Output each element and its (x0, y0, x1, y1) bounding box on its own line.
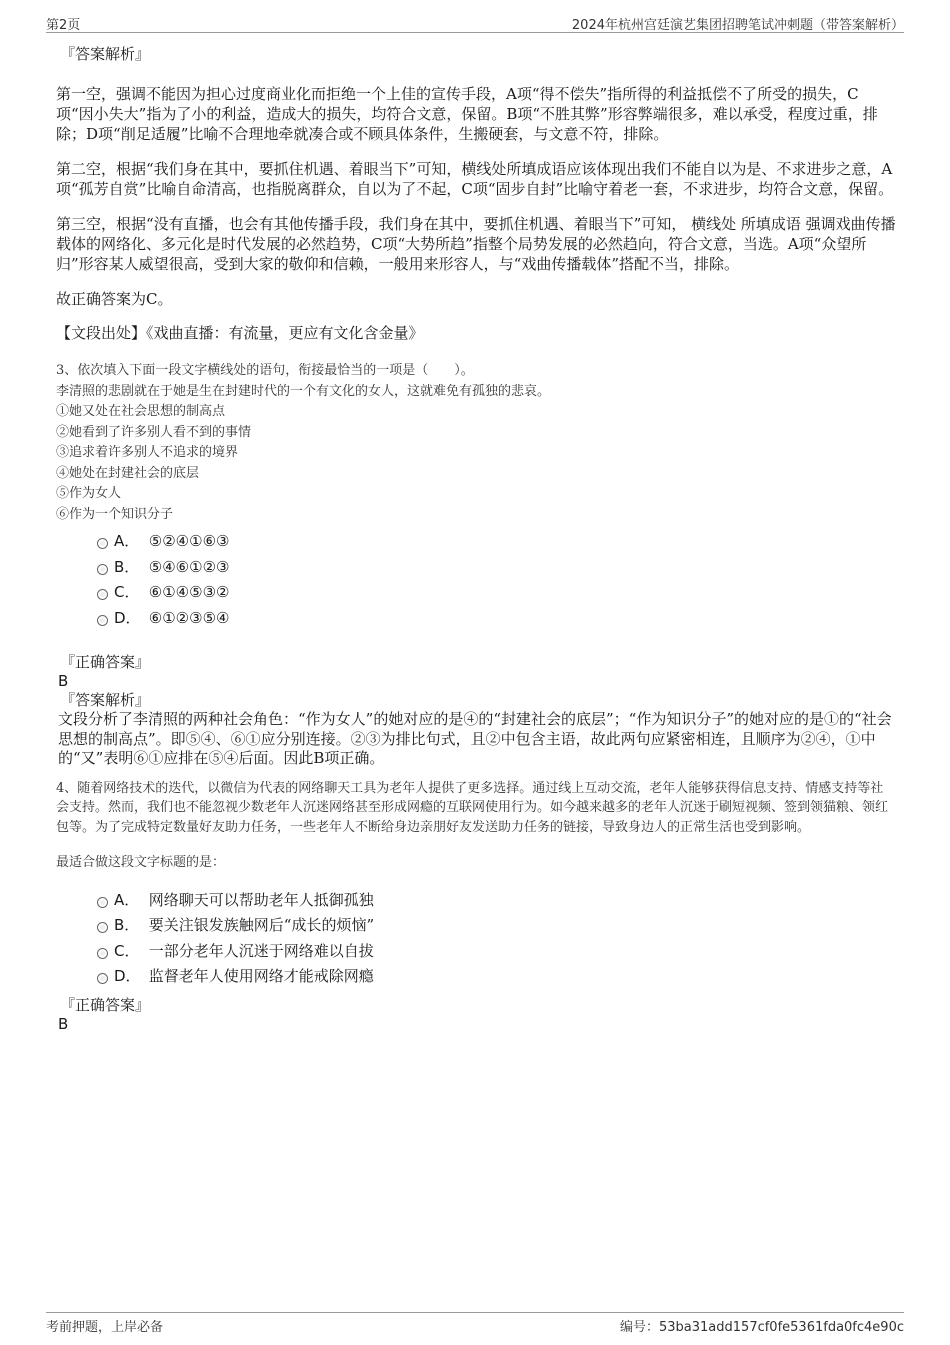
option-b[interactable] (56, 555, 896, 581)
page-header (46, 12, 904, 33)
analysis-label: 『答案解析』 (60, 691, 151, 709)
footer-slogan: 考前押题，上岸必备 (46, 1320, 164, 1335)
page-footer (46, 1312, 904, 1333)
correct-answer-value: B (58, 672, 69, 690)
question-4-prompt: 最适合做这段文字标题的是： (56, 855, 226, 870)
question-3-item: ③追求着许多别人不追求的境界 (56, 445, 239, 460)
question-3-options (56, 529, 896, 631)
option-text: ⑤②④①⑥③ (148, 532, 230, 550)
option-letter: A． (114, 532, 140, 550)
option-letter: A． (114, 890, 140, 909)
analysis-paragraph-2: 第二空，根据“我们身在其中，要抓住机遇、着眼当下”可知，横线处所填成语应该体现出我们不能自以为是、不求进步之意，A项“孤芳自赏”比喻自命清高，也指脱离群众，自以为了不起，C项“固步自封”比喻守着老一套，不求进步，均符合文意，保留。 (56, 160, 894, 198)
radio-button-icon[interactable] (97, 538, 108, 549)
document-id: 编号：53ba31add157cf0fe5361fda0fc4e90c (620, 1320, 904, 1335)
question-3-item: ⑥作为一个知识分子 (56, 506, 174, 522)
question-3-item: ②她看到了许多别人看不到的事情 (56, 424, 252, 440)
option-text: ⑥①④⑤③② (148, 583, 230, 601)
radio-button-icon[interactable] (97, 589, 108, 600)
main-content (56, 40, 896, 1034)
option-letter: C． (114, 583, 140, 601)
question-4-options (56, 888, 896, 990)
option-text: 网络聊天可以帮助老年人抵御孤独 (148, 890, 374, 909)
question-3-item: ⑤作为女人 (56, 486, 122, 501)
radio-button-icon[interactable] (97, 973, 108, 984)
correct-answer-label: 『正确答案』 (60, 653, 151, 671)
option-text: ⑤④⑥①②③ (148, 557, 230, 576)
analysis-paragraph-1: 第一空，强调不能因为担心过度商业化而拒绝一个上佳的宣传手段，A项“得不偿失”指所得的利益抵偿不了所受的损失，C项“因小失大”指为了小的利益，造成大的损失，均符合文意，保留。B项“不胜其弊”形容弊端很多，难以承受，程度过重，排除；D项“削足适履”比喻不合理地牵就凑合或不顾具体条件，生搬硬套，与文意不符，排除。 (56, 85, 878, 143)
document-title: 2024年杭州宫廷演艺集团招聘笔试冲刺题（带答案解析） (571, 18, 904, 33)
question-3-item: ④她处在封建社会的底层 (56, 465, 200, 481)
option-text: 监督老年人使用网络才能戒除网瘾 (148, 967, 374, 985)
analysis-label: 『答案解析』 (60, 45, 151, 63)
option-c[interactable] (56, 580, 896, 606)
option-d[interactable] (56, 964, 896, 990)
option-b[interactable] (56, 913, 896, 939)
analysis-paragraph-3: 第三空，根据“没有直播，也会有其他传播手段，我们身在其中，要抓住机遇、着眼当下”可知， 横线处 所填成语 强调戏曲传播载体的网络化、多元化是时代发展的必然趋势，C项“大势所趋”指整个局势发展的必然趋向，符合文意，当选。A项“众望所归”形容某人威望很高，受到大家的敬仰和信赖，一般用来形容人，与“戏曲传播载体”搭配不当，排除。 (56, 215, 896, 273)
option-letter: B． (114, 557, 140, 576)
option-letter: C． (114, 941, 140, 960)
option-text: 要关注银发族触网后“成长的烦恼” (148, 916, 375, 934)
option-letter: D． (114, 608, 141, 627)
option-text: 一部分老年人沉迷于网络难以自拔 (148, 941, 374, 960)
option-a[interactable] (56, 529, 896, 555)
option-text: ⑥①②③⑤④ (148, 608, 230, 627)
option-d[interactable] (56, 606, 896, 632)
conclusion-line: 故正确答案为C。 (56, 290, 173, 308)
question-4-stem: 4、随着网络技术的迭代，以微信为代表的网络聊天工具为老年人提供了更多选择。通过线上互动交流，老年人能够获得信息支持、情感支持等社会支持。然而，我们也不能忽视少数老年人沉迷网络甚至形成网瘾的互联网使用行为。如今越来越多的老年人沉迷于刷短视频、签到领猫粮、领红包等。为了完成特定数量好友助力任务，一些老年人不断给身边亲朋好友发送助力任务的链接，导致身边人的正常生活也受到影响。 (56, 780, 889, 835)
question-3-item: ①她又处在社会思想的制高点 (56, 404, 226, 419)
radio-button-icon[interactable] (97, 615, 108, 626)
source-line: 【文段出处】《戏曲直播：有流量，更应有文化含金量》 (56, 324, 424, 342)
page-number: 第2页 (46, 18, 81, 33)
question-3-analysis: 文段分析了李清照的两种社会角色：“作为女人”的她对应的是④的“封建社会的底层”；“作为知识分子”的她对应的是①的“社会思想的制高点”。即⑤④、⑥①应分别连接。②③为排比句式，且②中包含主语，故此两句应紧密相连，且顺序为②④，①中的“又”表明⑥①应排在⑤④后面。因此B项正确。 (58, 710, 892, 767)
option-letter: B． (114, 916, 140, 934)
radio-button-icon[interactable] (97, 948, 108, 959)
correct-answer-label: 『正确答案』 (60, 995, 151, 1014)
question-3-stem: 3、依次填入下面一段文字横线处的语句，衔接最恰当的一项是（ ）。 (56, 363, 474, 378)
radio-button-icon[interactable] (97, 564, 108, 575)
radio-button-icon[interactable] (97, 922, 108, 933)
radio-button-icon[interactable] (97, 897, 108, 908)
option-letter: D． (114, 967, 141, 985)
question-3-sentence: 李清照的悲剧就在于她是生在封建时代的一个有文化的女人，这就难免有孤独的悲哀。 (56, 383, 551, 399)
option-c[interactable] (56, 939, 896, 965)
option-a[interactable] (56, 888, 896, 914)
correct-answer-value: B (58, 1014, 69, 1033)
